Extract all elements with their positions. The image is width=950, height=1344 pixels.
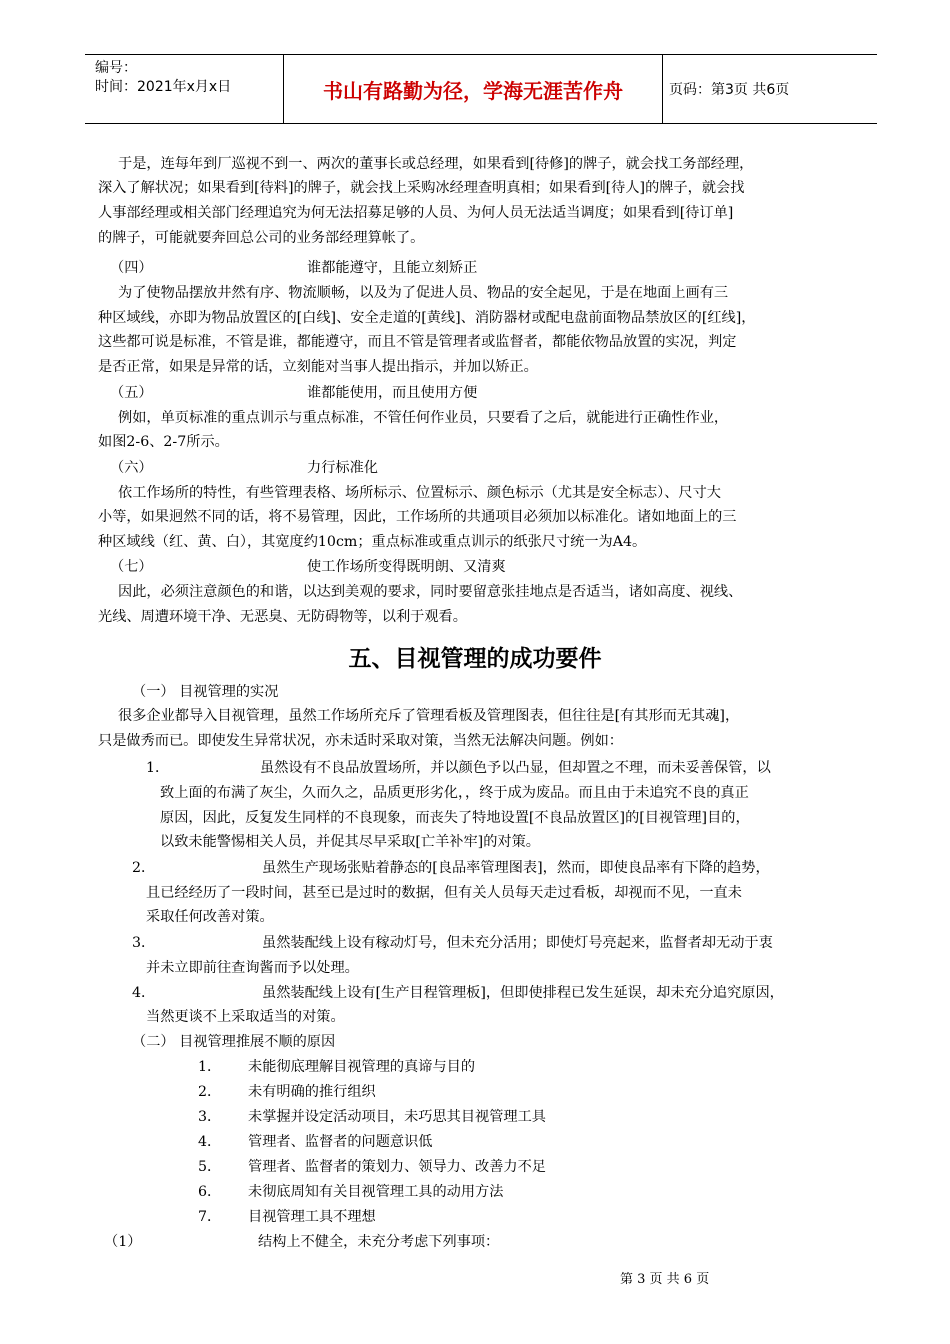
date-label: 时间：2021年x月x日 [95,79,232,95]
header-page-info: 页码：第3页 共6页 [669,82,790,98]
list-number: （1） [104,1234,142,1250]
subsection-heading: （二） 目视管理推展不顺的原因 [132,1034,336,1050]
text-line: 如图2-6、2-7所示。 [98,434,229,450]
section-number: （六） [110,460,153,476]
section-heading: 力行标准化 [307,460,378,476]
text-line: 致上面的布满了灰尘，久而久之，品质更形劣化，，终于成为废品。而且由于未追究不良的真正 [160,785,749,801]
section-heading: 使工作场所变得既明朗、又清爽 [307,559,506,575]
text-line: 并未立即前往查询酱而予以处理。 [146,960,359,976]
list-item: 管理者、监督者的策划力、领导力、改善力不足 [248,1159,546,1175]
text-line: 原因，因此，反复发生同样的不良现象，而丧失了特地设置[不良品放置区]的[目视管理]目的， [160,810,750,826]
text-line: 采取任何改善对策。 [146,909,274,925]
text-line: 且已经经历了一段时间，甚至已是过时的数据，但有关人员每天走过看板，却视而不见，一直未 [146,885,742,901]
list-number: 6． [198,1184,222,1200]
list-number: 3． [132,935,156,951]
text-line: 虽然设有不良品放置场所，并以颜色予以凸显，但却置之不理，而未妥善保管，以 [260,760,771,776]
text-line: 虽然装配线上设有稼动灯号，但未充分活用；即使灯号亮起来，监督者却无动于衷 [262,935,773,951]
list-number: 2． [132,860,156,876]
list-item: 未有明确的推行组织 [248,1084,376,1100]
list-number: 3． [198,1109,222,1125]
text-line: 虽然生产现场张贴着静态的[良品率管理图表]，然而，即使良品率有下降的趋势， [262,860,770,876]
subsection-heading: （一） 目视管理的实况 [132,684,279,700]
text-line: 只是做秀而已。即使发生异常状况，亦未适时采取对策，当然无法解决问题。例如： [98,733,623,749]
list-item: 未能彻底理解目视管理的真谛与目的 [248,1059,476,1075]
list-number: 4． [198,1134,222,1150]
text-line: 依工作场所的特性，有些管理表格、场所标示、位置标示、颜色标示（尤其是安全标志）、尺寸大 [118,485,721,501]
text-line: 以致未能警惕相关人员，并促其尽早采取[亡羊补牢]的对策。 [160,834,540,850]
section-title: 五、目视管理的成功要件 [348,646,602,672]
text-line: 人事部经理或相关部门经理追究为何无法招募足够的人员、为何人员无法适当调度；如果看到[待订单] [98,205,734,221]
text-line: 的牌子，可能就要奔回总公司的业务部经理算帐了。 [98,230,425,246]
list-number: 5． [198,1159,222,1175]
header-meta [95,59,231,97]
text-line: 当然更谈不上采取适当的对策。 [146,1009,345,1025]
section-heading: 谁都能遵守，且能立刻矫正 [307,260,478,276]
list-number: 7． [198,1209,222,1225]
page-footer: 第 3 页 共 6 页 [620,1272,710,1287]
text-line: 为了使物品摆放井然有序、物流顺畅，以及为了促进人员、物品的安全起见，于是在地面上画有三 [118,285,729,301]
list-item: 目视管理工具不理想 [248,1209,376,1225]
text-line: 虽然装配线上设有[生产目程管理板]，但即使排程已发生延误，却未充分追究原因， [262,985,784,1001]
text-line: 光线、周遭环境干净、无恶臭、无防碍物等，以利于观看。 [98,609,467,625]
text-line: 种区域线，亦即为物品放置区的[白线]、安全走道的[黄线]、消防器材或配电盘前面物品禁放区的[红线]， [98,310,756,326]
text-line: 结构上不健全，未充分考虑下列事项： [258,1234,500,1250]
number-label: 编号： [95,60,137,76]
list-item: 未彻底周知有关目视管理工具的动用方法 [248,1184,504,1200]
text-line: 小等，如果迥然不同的话，将不易管理，因此，工作场所的共通项目必须加以标准化。诸如地面上的三 [98,509,737,525]
page-header [85,54,877,124]
list-number: 1． [198,1059,222,1075]
text-line: 是否正常，如果是异常的话，立刻能对当事人提出指示，并加以矫正。 [98,359,538,375]
text-line: 很多企业都导入目视管理，虽然工作场所充斥了管理看板及管理图表，但往往是[有其形而无其魂]， [118,708,740,724]
header-motto: 书山有路勤为径，学海无涯苦作舟 [283,55,663,123]
text-line: 于是，连每年到厂巡视不到一、两次的董事长或总经理，如果看到[待修]的牌子，就会找工务部经理， [118,156,754,172]
text-line: 例如，单页标准的重点训示与重点标准，不管任何作业员，只要看了之后，就能进行正确性作业， [118,410,729,426]
list-number: 4． [132,985,156,1001]
list-number: 2． [198,1084,222,1100]
list-item: 未掌握并设定活动项目，未巧思其目视管理工具 [248,1109,546,1125]
text-line: 因此，必须注意颜色的和谐，以达到美观的要求，同时要留意张挂地点是否适当，诸如高度、视线、 [118,584,743,600]
text-line: 深入了解状况；如果看到[待料]的牌子，就会找上采购冰经理查明真相；如果看到[待人]的牌子，就会找 [98,180,745,196]
list-item: 管理者、监督者的问题意识低 [248,1134,433,1150]
section-number: （四） [110,260,153,276]
section-number: （五） [110,385,153,401]
text-line: 这些都可说是标准，不管是谁，都能遵守，而且不管是管理者或监督者，都能依物品放置的实况，判定 [98,334,737,350]
list-number: 1． [146,760,170,776]
section-heading: 谁都能使用，而且使用方便 [307,385,478,401]
section-number: （七） [110,559,153,575]
text-line: 种区域线（红、黄、白），其宽度约10cm；重点标准或重点训示的纸张尺寸统一为A4。 [98,534,647,550]
